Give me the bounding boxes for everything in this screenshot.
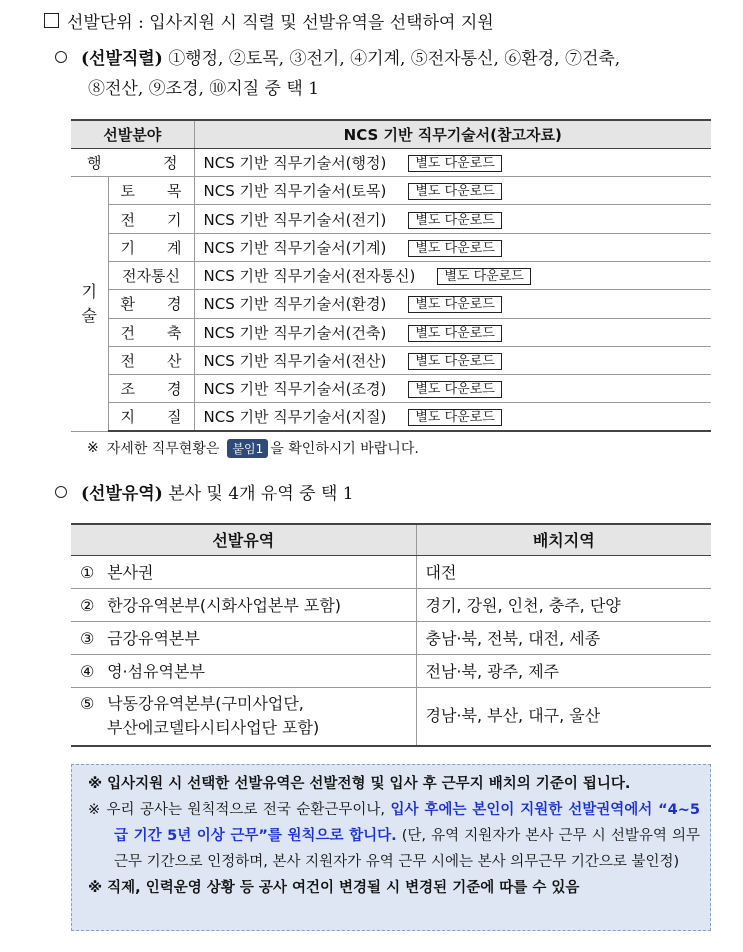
doc-cell xyxy=(194,403,711,431)
download-button[interactable]: 별도 다운로드 xyxy=(408,296,501,313)
region-number: ③ xyxy=(80,629,95,648)
notice-line2-emphasis: 입사 후에는 본인이 지원한 선발권역에서 “4~5급 기간 5년 이상 근무”를 원칙으로 합니다. xyxy=(114,802,700,844)
doc-cell xyxy=(194,177,711,205)
field-label-b: 계 xyxy=(167,238,182,257)
region-number: ⑤ xyxy=(80,694,95,714)
download-button[interactable]: 별도 다운로드 xyxy=(408,409,501,426)
region-cell xyxy=(71,588,416,621)
field-cell xyxy=(108,261,194,289)
regions-table xyxy=(71,523,711,747)
doc-cell xyxy=(194,261,711,289)
download-button[interactable]: 별도 다운로드 xyxy=(408,212,501,229)
region-name-line2: 부산에코델타시티사업단 포함) xyxy=(107,718,320,738)
table-row xyxy=(71,654,711,687)
region-cell xyxy=(71,621,416,654)
field-label-b: 경 xyxy=(167,380,182,399)
doc-name: NCS 기반 직무기술서(토목) xyxy=(203,182,387,201)
field-label-b: 축 xyxy=(167,323,182,342)
table-row xyxy=(71,318,711,346)
ncs-table xyxy=(71,119,711,432)
regions-paragraph xyxy=(55,479,354,509)
doc-cell xyxy=(194,346,711,374)
doc-cell xyxy=(194,375,711,403)
field-label-a: 행 xyxy=(87,153,102,172)
field-cell xyxy=(108,375,194,403)
doc-name: NCS 기반 직무기술서(환경) xyxy=(203,295,387,314)
field-label-a: 전자통신 xyxy=(122,267,180,286)
download-button[interactable]: 별도 다운로드 xyxy=(408,183,501,200)
region-number: ② xyxy=(80,596,95,615)
field-label-b: 경 xyxy=(167,295,182,314)
doc-name: NCS 기반 직무기술서(지질) xyxy=(203,408,387,427)
table-row xyxy=(71,621,711,654)
doc-name: NCS 기반 직무기술서(기계) xyxy=(203,238,387,257)
table-row xyxy=(71,177,711,205)
doc-cell xyxy=(194,318,711,346)
download-button[interactable]: 별도 다운로드 xyxy=(437,268,530,285)
doc-name: NCS 기반 직무기술서(전산) xyxy=(203,352,387,371)
region-name: 한강유역본부(시화사업본부 포함) xyxy=(107,596,342,615)
doc-name: NCS 기반 직무기술서(전기) xyxy=(203,210,387,229)
field-label-a: 건 xyxy=(120,323,135,342)
field-cell xyxy=(108,177,194,205)
doc-name: NCS 기반 직무기술서(조경) xyxy=(203,380,387,399)
notice-box xyxy=(71,764,711,931)
region-cell xyxy=(71,687,416,746)
section-heading xyxy=(44,8,494,33)
field-label-a: 조 xyxy=(120,380,135,399)
table-row xyxy=(71,687,711,746)
region-name: 영·섬유역본부 xyxy=(107,662,205,681)
field-label-a: 환 xyxy=(120,295,135,314)
field-label-b: 기 xyxy=(167,210,182,229)
table-row xyxy=(71,233,711,261)
field-label-a: 전 xyxy=(120,210,135,229)
region-name: 본사권 xyxy=(107,563,154,582)
area-cell: 대전 xyxy=(416,555,711,588)
download-button[interactable]: 별도 다운로드 xyxy=(408,240,501,257)
doc-cell xyxy=(194,148,711,176)
tech-group-label-b: 술 xyxy=(81,305,97,325)
tech-group-cell xyxy=(71,177,108,432)
table-row xyxy=(71,346,711,374)
region-cell xyxy=(71,654,416,687)
tech-group-label-a: 기 xyxy=(81,281,97,301)
doc-cell xyxy=(194,290,711,318)
checkbox-icon xyxy=(44,13,59,28)
jobs-label: (선발직렬) xyxy=(81,49,163,69)
doc-name: NCS 기반 직무기술서(행정) xyxy=(203,153,387,172)
download-button[interactable]: 별도 다운로드 xyxy=(408,353,501,370)
field-label-b: 목 xyxy=(167,182,182,201)
field-label-b: 질 xyxy=(167,408,182,427)
attachment-badge: 붙임1 xyxy=(227,439,268,458)
download-button[interactable]: 별도 다운로드 xyxy=(408,155,501,172)
regions-label: (선발유역) xyxy=(81,484,163,504)
table-row xyxy=(71,261,711,289)
table-row xyxy=(71,205,711,233)
jobs-paragraph xyxy=(55,44,620,74)
field-label-a: 지 xyxy=(120,408,135,427)
jobs-line1: ①행정, ②토목, ③전기, ④기계, ⑤전자통신, ⑥환경, ⑦건축, xyxy=(168,49,621,69)
field-label-a: 기 xyxy=(120,238,135,257)
field-cell xyxy=(108,205,194,233)
region-number: ④ xyxy=(80,662,95,681)
table-row xyxy=(71,403,711,431)
region-name: 금강유역본부 xyxy=(107,629,200,648)
notice-line2 xyxy=(88,797,700,875)
doc-name: NCS 기반 직무기술서(건축) xyxy=(203,323,387,342)
field-cell xyxy=(108,318,194,346)
download-button[interactable]: 별도 다운로드 xyxy=(408,381,501,398)
table-row xyxy=(71,148,711,176)
note-text-after: 을 확인하시기 바랍니다. xyxy=(270,441,419,457)
area-cell: 경기, 강원, 인천, 충주, 단양 xyxy=(416,588,711,621)
region-name: 낙동강유역본부(구미사업단, xyxy=(107,694,304,714)
notice-line2-post: (단, 유역 지원자가 본사 근무 시 선발유역 의무근무 기간으로 인정하며, 본사 지원자가 유역 근무 시에는 본사 의무근무 기간으로 불인정) xyxy=(114,828,701,870)
table-row xyxy=(71,588,711,621)
table-row xyxy=(71,375,711,403)
circle-bullet-icon xyxy=(55,486,67,498)
regions-header-region: 선발유역 xyxy=(71,524,416,555)
note-detail xyxy=(87,438,419,458)
circle-bullet-icon xyxy=(55,51,67,63)
field-label-a: 전 xyxy=(120,352,135,371)
table-row xyxy=(71,290,711,318)
regions-header-area: 배치지역 xyxy=(416,524,711,555)
area-cell: 전남·북, 광주, 제주 xyxy=(416,654,711,687)
region-number: ① xyxy=(80,563,95,582)
jobs-line2: ⑧전산, ⑨조경, ⑩지질 중 택 1 xyxy=(88,79,320,99)
ncs-table-header-doc: NCS 기반 직무기술서(참고자료) xyxy=(194,120,711,148)
field-label-b: 정 xyxy=(163,153,178,172)
field-cell xyxy=(71,148,194,176)
field-cell xyxy=(108,290,194,318)
field-cell xyxy=(108,233,194,261)
region-cell xyxy=(71,555,416,588)
notice-line1: ※ 입사지원 시 선택한 선발유역은 선발전형 및 입사 후 근무지 배치의 기준이 됩니다. xyxy=(88,776,631,792)
download-button[interactable]: 별도 다운로드 xyxy=(408,325,501,342)
doc-cell xyxy=(194,205,711,233)
ncs-table-header-field: 선발분야 xyxy=(71,120,194,148)
field-label-a: 토 xyxy=(120,182,135,201)
notice-line3: ※ 직제, 인력운영 상황 등 공사 여건이 변경될 시 변경된 기준에 따를 수 있음 xyxy=(88,880,580,896)
notice-line2-pre: ※ 우리 공사는 원칙적으로 전국 순환근무이나, xyxy=(88,802,386,818)
note-mark: ※ xyxy=(87,440,99,456)
note-text-before: 자세한 직무현황은 xyxy=(106,441,220,457)
doc-cell xyxy=(194,233,711,261)
table-row xyxy=(71,555,711,588)
field-label-b: 산 xyxy=(167,352,182,371)
field-cell xyxy=(108,403,194,431)
regions-text: 본사 및 4개 유역 중 택 1 xyxy=(168,484,354,504)
area-cell: 경남·북, 부산, 대구, 울산 xyxy=(416,687,711,746)
doc-name: NCS 기반 직무기술서(전자통신) xyxy=(203,267,416,286)
field-cell xyxy=(108,346,194,374)
area-cell: 충남·북, 전북, 대전, 세종 xyxy=(416,621,711,654)
section-heading-text: 선발단위 : 입사지원 시 직렬 및 선발유역을 선택하여 지원 xyxy=(67,13,494,33)
